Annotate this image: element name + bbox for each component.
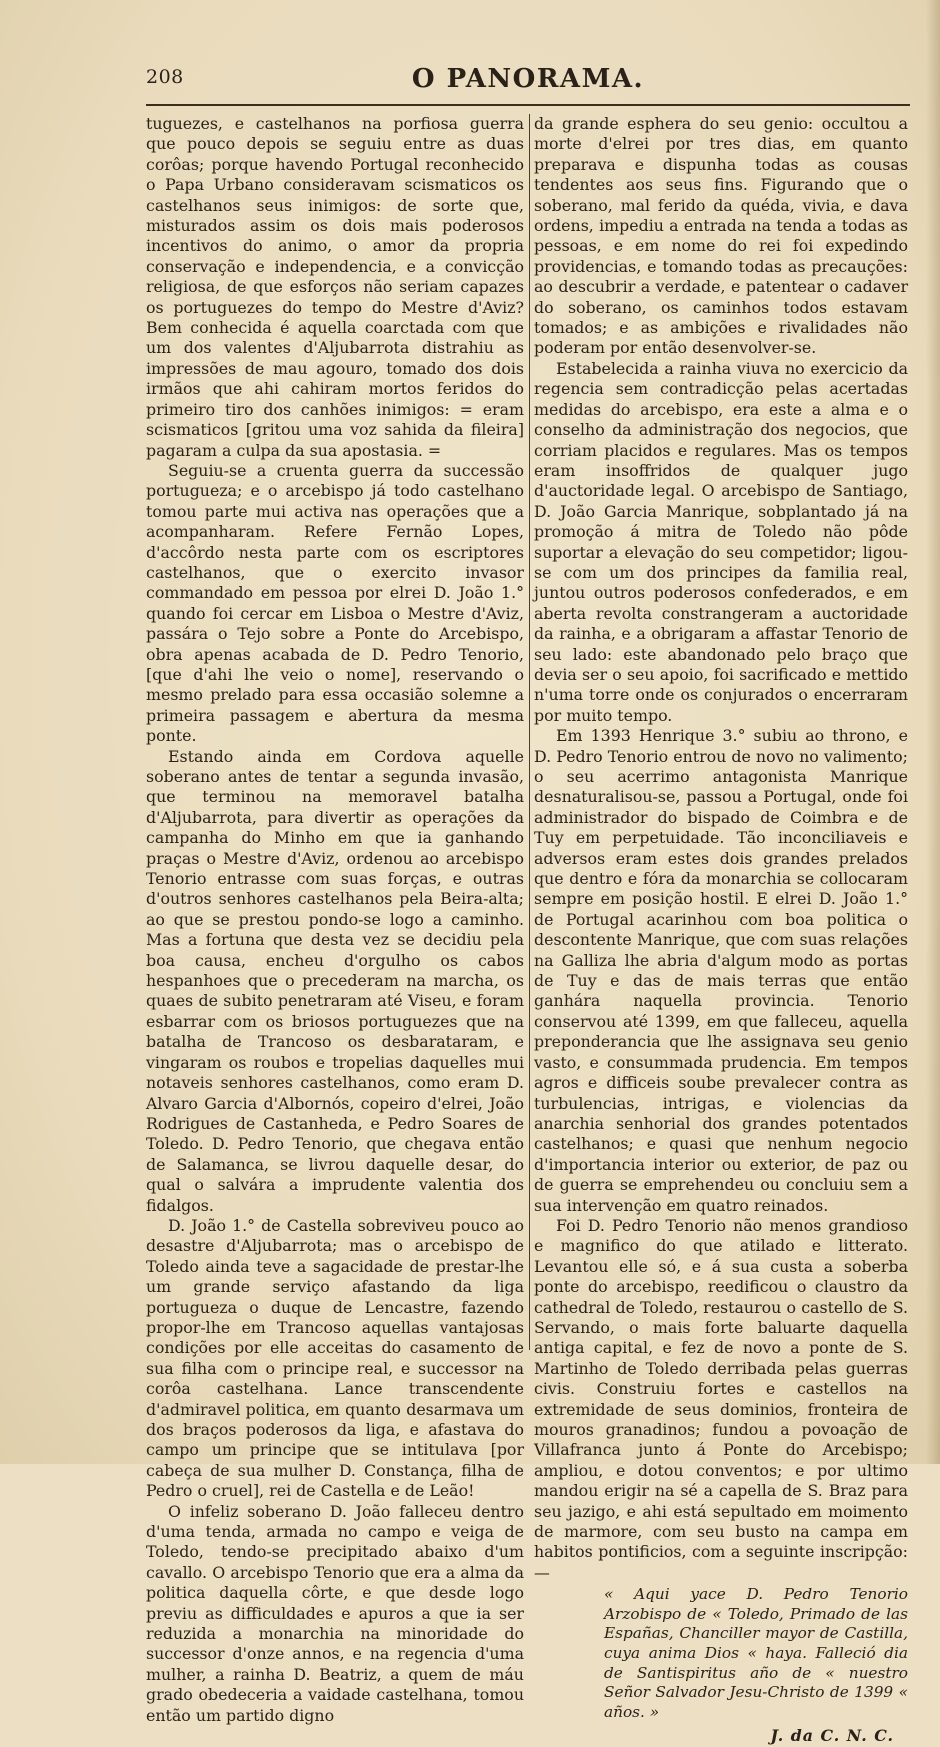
paragraph: tuguezes, e castelhanos na porfiosa guerra que pouco depois se seguiu entre as duas corôas; porque havendo Portugal reconhecido o Papa Urbano consideravam scismaticos os castelhanos seus inimigos: de sorte que, misturados assim os dois mais poderosos incentivos do animo, o amor da propria conservação e independencia, e a convicção religiosa, de que esforços não seriam capazes os portuguezes do tempo do Mestre d'Aviz? Bem conhecida é aquella coarctada com que um dos valentes d'Aljubarrota distrahiu as impressões de mau agouro, tomado dos dois irmãos que ahi cahiram mortos feridos do primeiro tiro dos canhões inimigos: = eram scismaticos [gritou uma voz sahida da fileira] pagaram a culpa da sua apostasia. = (146, 114, 524, 460)
paragraph: da grande esphera do seu genio: occultou a morte d'elrei por tres dias, em quanto preparava e dispunha todas as cousas tendentes aos seus fins. Figurando que o soberano, mal ferido da quéda, vivia, e dava ordens, impediu a entrada na tenda a todas as pessoas, e em nome do rei foi expedindo providencias, e tomando todas as precauções: ao descubrir a verdade, e patentear o cadaver do soberano, os caminhos todos estavam tomados; e as ambições e rivalidades não poderam por então desenvolver-se. (534, 114, 908, 358)
header-rule (146, 104, 910, 106)
right-column (534, 114, 908, 1747)
column-divider (529, 114, 530, 1350)
epitaph-inscription: « Aqui yace D. Pedro Tenorio Arzobispo de « Toledo, Primado de las Españas, Chanciller mayor de Castilla, cuya anima Dios « haya. Falleció dia de Santispiritus año de « nuestro Señor Salvador Jesu-Christo de 1399 « años. » (604, 1585, 908, 1721)
paragraph: Em 1393 Henrique 3.° subiu ao throno, e D. Pedro Tenorio entrou de novo no valimento; o seu acerrimo antagonista Manrique desnaturalisou-se, passou a Portugal, onde foi administrador do bispado de Coimbra e de Tuy em perpetuidade. Tão inconciliaveis e adversos eram estes dois grandes prelados que dentro e fóra da monarchia se collocaram sempre em posição hostil. E elrei D. João 1.° de Portugal acarinhou com boa politica o descontente Manrique, que com suas relações na Galliza lhe abria d'algum modo as portas de Tuy e das de mais terras que então ganhára naquella provincia. Tenorio conservou até 1399, em que falleceu, aquella preponderancia que lhe assignava seu genio vasto, e consummada prudencia. Em tempos agros e difficeis soube prevalecer contra as turbulencias, intrigas, e violencias da anarchia senhorial dos grandes potentados castelhanos; e quasi que nenhum negocio d'importancia interior ou exterior, de paz ou de guerra se emprehendeu ou concluiu sem a sua intervenção em quatro reinados. (534, 726, 908, 1215)
paragraph: Seguiu-se a cruenta guerra da successão portugueza; e o arcebispo já todo castelhano tomou parte mui activa nas operações que a acompanharam. Refere Fernão Lopes, d'accôrdo nesta parte com os escriptores castelhanos, que o exercito invasor commandado em pessoa por elrei D. João 1.° quando foi cercar em Lisboa o Mestre d'Aviz, passára o Tejo sobre a Ponte do Arcebispo, obra apenas acabada de D. Pedro Tenorio, [que d'ahi lhe veio o nome], reservando o mesmo prelado para essa occasião solemne a primeira passagem e abertura da mesma ponte. (146, 460, 524, 746)
paragraph: Foi D. Pedro Tenorio não menos grandioso e magnifico do que atilado e litterato. Levantou elle só, e á sua custa a soberba ponte do arcebispo, reedificou o claustro da cathedral de Toledo, restaurou o castello de S. Servando, o mais forte baluarte daquella antiga capital, e fez de novo a ponte de S. Martinho de Toledo derribada pelas guerras civis. Construiu fortes e castellos na extremidade de seus dominios, fronteira de mouros granadinos; fundou a povoação de Villafranca junto á Ponte do Arcebispo; ampliou, e dotou conventos; e por ultimo mandou erigir na sé a capella de S. Braz para seu jazigo, e ahi está sepultado em moimento de marmore, com seu busto na campa em habitos pontificios, com a seguinte inscripção: — (534, 1215, 908, 1582)
left-column (146, 114, 524, 1726)
paragraph: O infeliz soberano D. João falleceu dentro d'uma tenda, armada no campo e veiga de Toledo, tendo-se precipitado abaixo d'um cavallo. O arcebispo Tenorio que era a alma da politica daquella côrte, e que desde logo previu as difficuldades e apuros a que ia ser reduzida a monarchia na minoridade do successor d'onze annos, e na regencia d'uma mulher, a rainha D. Beatriz, a quem de máu grado obedeceria a vaidade castelhana, tomou então um partido digno (146, 1501, 524, 1725)
page-edge-shadow (926, 0, 940, 1464)
page-number: 208 (146, 66, 184, 88)
publication-title: O PANORAMA. (411, 64, 645, 94)
author-signature: J. da C. N. C. (770, 1726, 894, 1746)
paragraph: D. João 1.° de Castella sobreviveu pouco ao desastre d'Aljubarrota; mas o arcebispo de Toledo ainda teve a sagacidade de prestar-lhe um grande serviço afastando da liga portugueza o duque de Lencastre, fazendo propor-lhe em Trancoso aquellas vantajosas condições por elle acceitas do casamento de sua filha com o principe real, e successor na corôa castelhana. Lance transcendente d'admiravel politica, em quanto desarmava um dos braços poderosos da liga, e afastava do campo um principe que se intitulava [por cabeça de sua mulher D. Constança, filha de Pedro o cruel], rei de Castella e de Leão! (146, 1215, 524, 1501)
paragraph: Estando ainda em Cordova aquelle soberano antes de tentar a segunda invasão, que terminou na memoravel batalha d'Aljubarrota, para divertir as operações da campanha do Minho em que ia ganhando praças o Mestre d'Aviz, ordenou ao arcebispo Tenorio entrasse com suas forças, e outras d'outros senhores castelhanos pela Beira-alta; ao que se prestou pondo-se logo a caminho. Mas a fortuna que desta vez se decidiu pela boa causa, encheu d'orgulho os cabos hespanhoes que o precederam na marcha, os quaes de subito penetraram até Viseu, e foram esbarrar com os briosos portuguezes que na batalha de Trancoso os desbarataram, e vingaram os roubos e tropelias daquelles mui notaveis senhores castelhanos, como eram D. Alvaro Garcia d'Albornós, copeiro d'elrei, João Rodrigues de Castanheda, e Pedro Soares de Toledo. D. Pedro Tenorio, que chegava então de Salamanca, se livrou daquelle desar, do qual o salvára a imprudente valentia dos fidalgos. (146, 746, 524, 1215)
paragraph: Estabelecida a rainha viuva no exercicio da regencia sem contradicção pelas acertadas medidas do arcebispo, era este a alma e o conselho da administração dos negocios, que corriam placidos e regulares. Mas os tempos eram insoffridos de qualquer jugo d'auctoridade legal. O arcebispo de Santiago, D. João Garcia Manrique, sobplantado já na promoção á mitra de Toledo não pôde suportar a elevação do seu competidor; ligou-se com um dos principes da familia real, juntou outros poderosos confederados, e em aberta revolta constrangeram a auctoridade da rainha, e a obrigaram a affastar Tenorio de seu lado: este abandonado pelo braço que devia ser o seu apoio, foi sacrificado e mettido n'uma torre onde os conjurados o encerraram por muito tempo. (534, 358, 908, 725)
page-header (146, 64, 910, 98)
